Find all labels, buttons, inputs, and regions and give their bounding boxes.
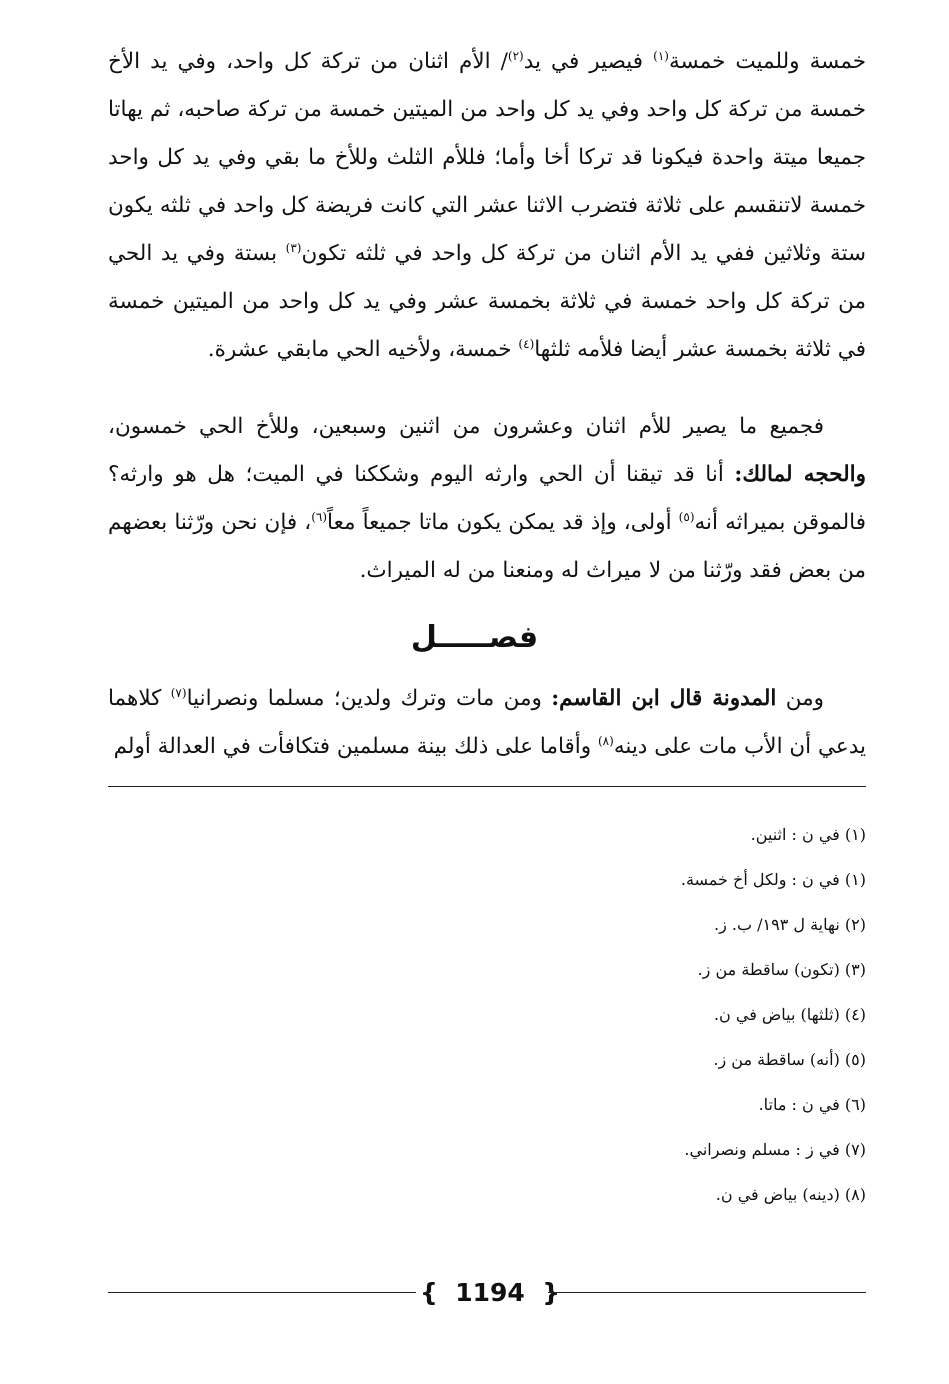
text-run: ، فإن نحن ورّثنا بعضهم من بعض فقد ورّثنا من لا ميراث له ومنعنا من له الميراث. [108,510,866,583]
footnote-marker: (٢) [507,48,524,63]
footnotes [108,812,866,1217]
text-run: بستة وفي يد الحي من تركة كل واحد خمسة في ثلاثة بخمسة عشر وفي يد كل واحد من الميتين خمسة في ثلاثة بخمسة عشر أيضا فلأمه ثلثها [108,241,866,362]
footnote-item: (١) في ن : ولكل أخ خمسة. [680,870,866,889]
text-run: خمسة، ولأخيه الحي مابقي عشرة. [207,337,519,362]
footnote-item: (٢) نهاية ل ١٩٣/ ب. ز. [713,915,866,934]
brace-left: { [420,1278,438,1307]
footer-rule-left [108,1292,416,1293]
footnote-marker: (٣) [285,240,302,255]
footnote-marker: (٦) [311,509,328,524]
footnote-marker: (٥) [678,509,695,524]
footnote-marker: (٧) [170,685,187,700]
text-run: فجميع ما يصير للأم اثنان وعشرون من اثنين وسبعين، وللأخ الحي خمسون، [108,414,824,439]
text-run: ومن مات وترك ولدين؛ مسلما ونصرانيا [186,686,552,711]
footnote-marker: (٤) [518,336,535,351]
bold-lead: والحجه لمالك: [734,462,866,487]
footnote-item: (١) في ن : اثنين. [750,825,866,844]
footnote-item: (٦) في ن : ماتا. [758,1095,866,1114]
text-run: وأقاما على ذلك بينة مسلمين فتكافأت في العدالة أولم [113,734,598,759]
footnote-item: (٥) (أنه) ساقطة من ز. [713,1050,866,1069]
section-heading [0,613,949,663]
footnote-item: (٤) (ثلثها) بياض في ن. [713,1005,866,1024]
footer-rule-right [548,1292,866,1293]
footnote-item: (٣) (تكون) ساقطة من ز. [697,960,866,979]
text-run: أولى، وإذ قد يمكن يكون ماتا جميعاً معاً [327,510,679,535]
page-number-box [420,1268,561,1318]
page-number: 1194 [455,1278,525,1307]
footnote-separator [108,786,866,787]
body-paragraph-2 [108,403,866,595]
section-heading-text: فصـــــل [410,620,539,655]
text-run: فيصير في يد [523,49,654,74]
footnote-marker: (١) [653,48,669,63]
brace-right: } [542,1278,561,1307]
bold-lead: المدونة قال ابن القاسم: [551,686,777,711]
text-run: / الأم اثنان من تركة كل واحد، وفي يد الأخ خمسة من تركة كل واحد وفي يد كل واحد من الميتين خمسة من تركة صاحبه، ثم يهاتا جميعا ميتة واحدة فيكونا قد تركا أخا وأما؛ فللأم الثلث وللأخ ما بقي وفي يد كل واحد خمسة لاتنقسم على ثلاثة فتضرب الاثنا عشر التي كانت فريضة كل واحد في ثلثه يكون ستة وثلاثين ففي يد الأم اثنان من تركة كل واحد في ثلثه تكون [108,49,866,266]
text-run: ومن [776,686,824,711]
footnote-item: (٨) (دينه) بياض في ن. [715,1185,866,1204]
footnote-marker: (٨) [597,733,614,748]
body-paragraph-3 [108,675,866,771]
page-footer [108,1268,866,1318]
text-run: خمسة وللميت خمسة [668,49,866,74]
text-run: أنا قد تيقنا أن الحي وارثه اليوم وشككنا في الميت؛ هل هو وارثه؟ فالموقن بميراثه أنه [108,462,866,535]
text-run: كلاهما يدعي أن الأب مات على دينه [108,686,866,759]
body-paragraph-1 [108,38,866,374]
footnote-item: (٧) في ز : مسلم ونصراني. [684,1140,866,1159]
